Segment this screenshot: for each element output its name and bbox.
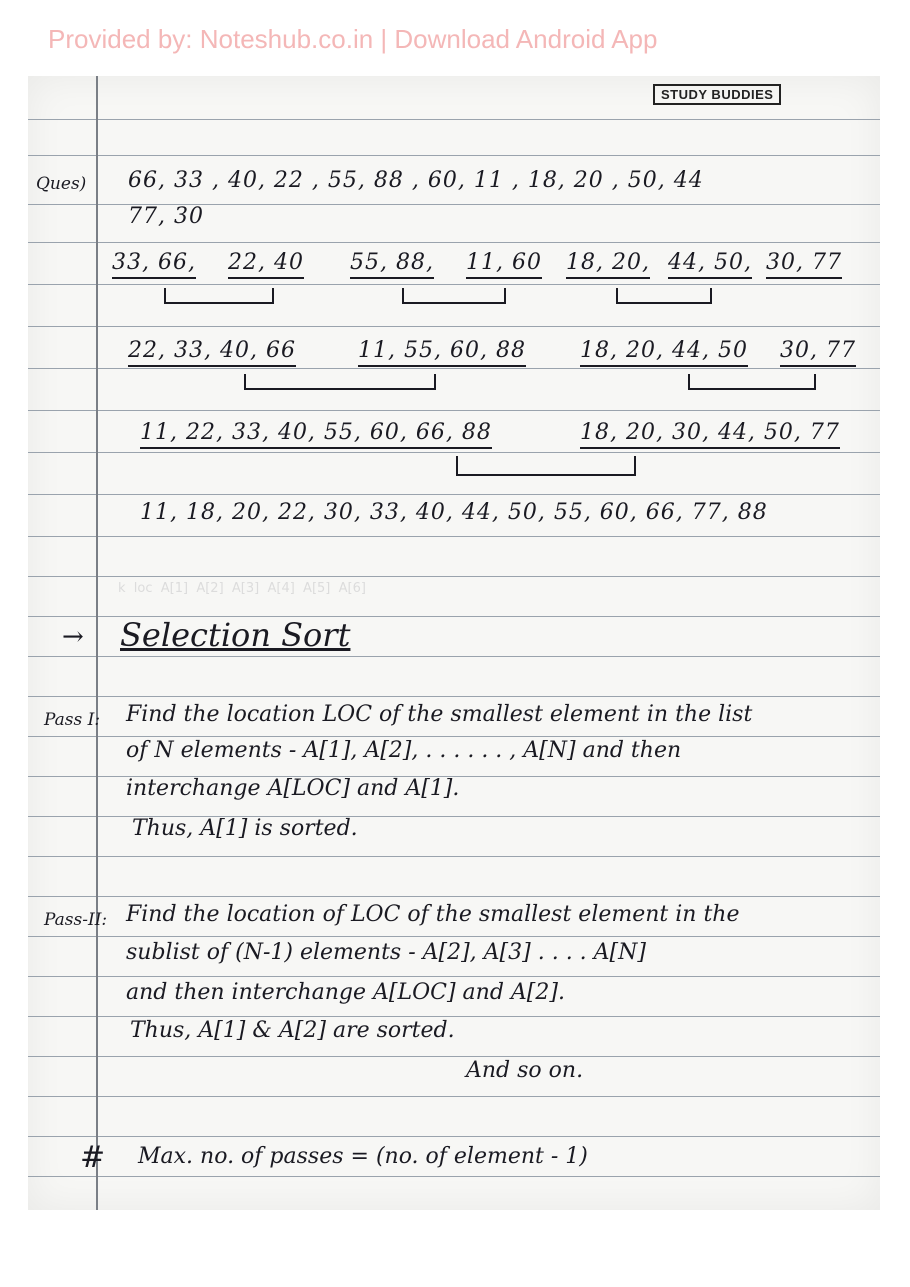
pair-2: 22, 40 <box>228 250 304 279</box>
input-list-line2: 77, 30 <box>128 204 204 229</box>
ques-label: Ques) <box>36 174 87 194</box>
pass2-line: sublist of (N-1) elements - A[2], A[3] . . . . A[N] <box>126 940 646 965</box>
pair-3: 55, 88, <box>350 250 434 279</box>
merge-bracket <box>456 456 636 476</box>
pair-4: 11, 60 <box>466 250 542 279</box>
notebook-page <box>28 76 880 1210</box>
quad-3: 18, 20, 44, 50 <box>580 338 748 367</box>
passes-note: Max. no. of passes = (no. of element - 1) <box>138 1144 588 1169</box>
arrow-icon: → <box>62 622 84 652</box>
merged-six: 18, 20, 30, 44, 50, 77 <box>580 420 840 449</box>
pass1-line: interchange A[LOC] and A[1]. <box>126 776 460 801</box>
quad-4: 30, 77 <box>780 338 856 367</box>
merged-eight: 11, 22, 33, 40, 55, 60, 66, 88 <box>140 420 492 449</box>
watermark-text: Provided by: Noteshub.co.in | Download Android App <box>48 24 658 54</box>
hash-mark: # <box>80 1140 106 1175</box>
section-heading: Selection Sort <box>120 616 351 654</box>
bleed-through: k loc A[1] A[2] A[3] A[4] A[5] A[6] <box>118 581 366 596</box>
merge-bracket <box>688 374 816 390</box>
pair-5: 18, 20, <box>566 250 650 279</box>
quad-1: 22, 33, 40, 66 <box>128 338 296 367</box>
merge-bracket <box>402 288 506 304</box>
input-list-line1: 66, 33 , 40, 22 , 55, 88 , 60, 11 , 18, 20 , 50, 44 <box>128 168 704 193</box>
merge-bracket <box>244 374 436 390</box>
pair-6: 44, 50, <box>668 250 752 279</box>
pass2-line: Thus, A[1] & A[2] are sorted. <box>130 1018 455 1043</box>
merge-bracket <box>164 288 274 304</box>
pass1-line: of N elements - A[1], A[2], . . . . . . , A[N] and then <box>126 738 682 763</box>
pass1-label: Pass I: <box>44 710 101 730</box>
margin-line <box>96 76 98 1210</box>
pair-7: 30, 77 <box>766 250 842 279</box>
pass2-label: Pass-II: <box>44 910 108 930</box>
pass1-line: Find the location LOC of the smallest element in the list <box>126 702 753 727</box>
quad-2: 11, 55, 60, 88 <box>358 338 526 367</box>
brand-stamp: STUDY BUDDIES <box>653 84 781 105</box>
sorted-list: 11, 18, 20, 22, 30, 33, 40, 44, 50, 55, 60, 66, 77, 88 <box>140 500 768 525</box>
pair-1: 33, 66, <box>112 250 196 279</box>
pass1-line: Thus, A[1] is sorted. <box>132 816 358 841</box>
merge-bracket <box>616 288 712 304</box>
pass2-line: and then interchange A[LOC] and A[2]. <box>126 980 565 1005</box>
pass2-line: And so on. <box>466 1058 584 1083</box>
pass2-line: Find the location of LOC of the smallest element in the <box>126 902 740 927</box>
